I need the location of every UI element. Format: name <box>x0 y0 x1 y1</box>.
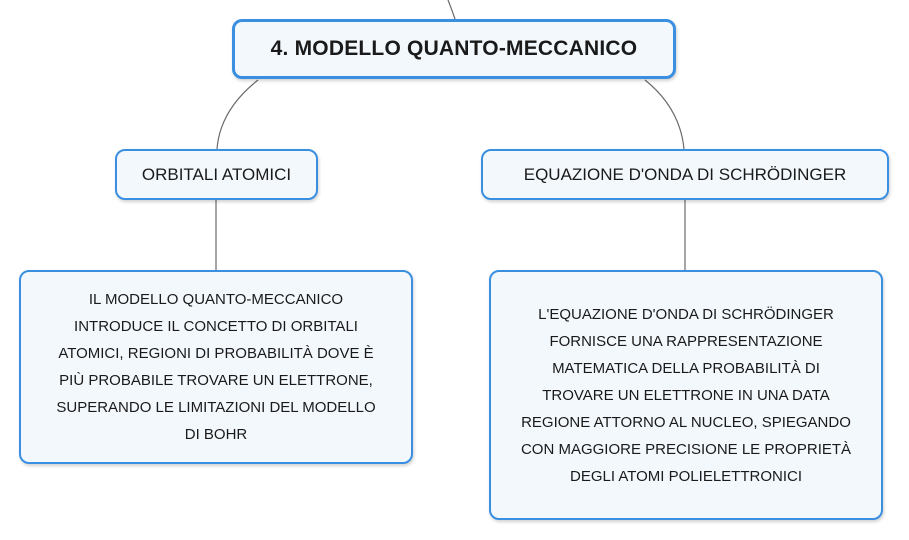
subtopic-equazione-label: EQUAZIONE D'ONDA DI SCHRÖDINGER <box>523 164 847 184</box>
detail-equazione-text: L'EQUAZIONE D'ONDA DI SCHRÖDINGER FORNISCE UNA RAPPRESENTAZIONE MATEMATICA DELLA PROBABILITÀ DI TROVARE UN ELETTRONE IN UNA DATA REGIONE ATTORNO AL NUCLEO, SPIEGANDO CON MAGGIORE PRECISIONE LE PROPRIETÀ DEGLI ATOMI POLIELETTRONICI <box>520 305 852 485</box>
detail-orbitali-atomici[interactable] <box>19 270 413 464</box>
connector-root-to-equazione <box>645 80 684 149</box>
detail-equazione-schrodinger[interactable] <box>489 270 883 520</box>
connector-root-to-orbitali <box>217 80 258 149</box>
subtopic-orbitali-label: ORBITALI ATOMICI <box>141 164 292 184</box>
connector-parent-to-root <box>448 0 455 19</box>
root-topic-label: 4. MODELLO QUANTO-MECCANICO <box>270 37 638 60</box>
detail-orbitali-text: IL MODELLO QUANTO-MECCANICO INTRODUCE IL CONCETTO DI ORBITALI ATOMICI, REGIONI DI PROBABILITÀ DOVE È PIÙ PROBABILE TROVARE UN ELETTRONE, SUPERANDO LE LIMITAZIONI DEL MODELLO DI BOHR <box>56 291 376 443</box>
subtopic-orbitali-atomici[interactable] <box>115 149 318 200</box>
root-topic-node[interactable] <box>232 19 676 79</box>
subtopic-equazione-schrodinger[interactable] <box>481 149 889 200</box>
